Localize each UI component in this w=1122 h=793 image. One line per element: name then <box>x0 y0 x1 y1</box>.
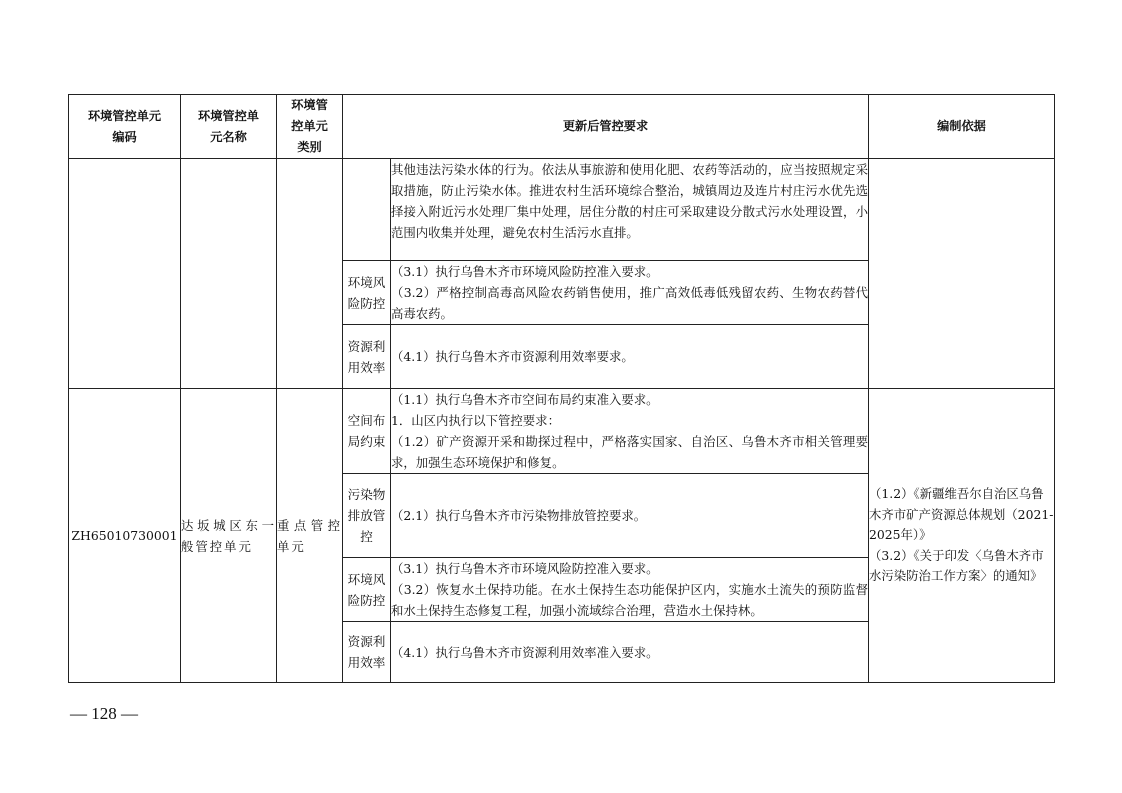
unit-type: 重点管控单元 <box>277 389 343 683</box>
continued-name-cell <box>181 159 277 389</box>
unit-name: 达坂城区东一般管控单元 <box>181 389 277 683</box>
spatial-text: （1.1）执行乌鲁木齐市空间布局约束准入要求。 1．山区内执行以下管控要求： （1.2）矿产资源开采和勘探过程中，严格落实国家、自治区、乌鲁木齐市相关管理要求，加强生态环境保护和修复。 <box>391 389 869 474</box>
header-requirements: 更新后管控要求 <box>343 95 869 159</box>
risk-text: （3.1）执行乌鲁木齐市环境风险防控准入要求。 （3.2）恢复水土保持功能。在水土保持生态功能保护区内，实施水土流失的预防监督和水土保持生态修复工程，加强小流域综合治理，营造水土保持林。 <box>391 558 869 622</box>
risk-label: 环境风险防控 <box>343 558 391 622</box>
resource-text: （4.1）执行乌鲁木齐市资源利用效率准入要求。 <box>391 622 869 683</box>
continued-pollution-label-cell <box>343 159 391 261</box>
continued-resource-text: （4.1）执行乌鲁木齐市资源利用效率要求。 <box>391 325 869 389</box>
table-header-row <box>69 95 1055 159</box>
header-name: 环境管控单元名称 <box>181 95 277 159</box>
table-row <box>69 389 1055 474</box>
header-type: 环境管控单元类别 <box>277 95 343 159</box>
control-unit-table <box>68 94 1055 683</box>
resource-label: 资源利用效率 <box>343 622 391 683</box>
pollution-label: 污染物排放管控 <box>343 474 391 558</box>
continued-risk-label: 环境风险防控 <box>343 261 391 325</box>
continued-type-cell <box>277 159 343 389</box>
unit-basis: （1.2）《新疆维吾尔自治区乌鲁木齐市矿产资源总体规划（2021-2025年）》 （3.2）《关于印发〈乌鲁木齐市水污染防治工作方案〉的通知》 <box>869 389 1055 683</box>
continued-risk-text: （3.1）执行乌鲁木齐市环境风险防控准入要求。 （3.2）严格控制高毒高风险农药销售使用，推广高效低毒低残留农药、生物农药替代高毒农药。 <box>391 261 869 325</box>
page-number: — 128 — <box>70 704 138 723</box>
continued-pollution-text: 其他违法污染水体的行为。依法从事旅游和使用化肥、农药等活动的，应当按照规定采取措施，防止污染水体。推进农村生活环境综合整治，城镇周边及连片村庄污水优先选择接入附近污水处理厂集中处理，居住分散的村庄可采取建设分散式污水处理设置，小范围内收集并处理，避免农村生活污水直排。 <box>391 159 869 261</box>
continued-resource-label: 资源利用效率 <box>343 325 391 389</box>
pollution-text: （2.1）执行乌鲁木齐市污染物排放管控要求。 <box>391 474 869 558</box>
spatial-label: 空间布局约束 <box>343 389 391 474</box>
header-basis: 编制依据 <box>869 95 1055 159</box>
continued-basis-cell <box>869 159 1055 389</box>
unit-code: ZH65010730001 <box>69 389 181 683</box>
continued-code-cell <box>69 159 181 389</box>
header-code: 环境管控单元编码 <box>69 95 181 159</box>
table-row <box>69 159 1055 261</box>
